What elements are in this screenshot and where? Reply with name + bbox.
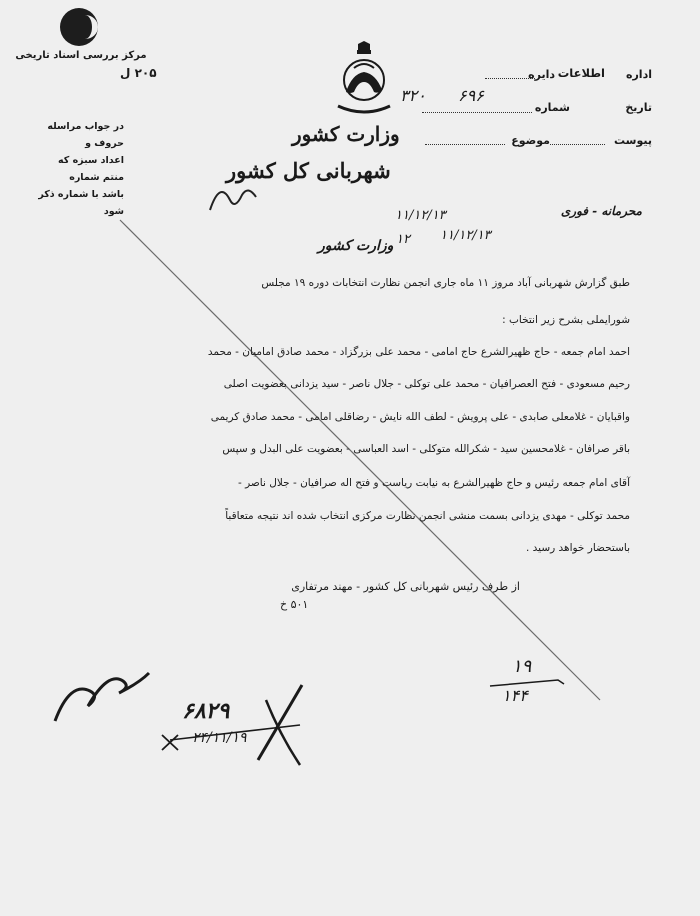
police-office-name: شهربانی کل کشور	[226, 158, 391, 183]
mozoo-field	[425, 144, 505, 145]
body-line: آقای امام جمعه رئیس و حاج ظهیرالشرع به نیابت ریاست و فتح اله صرافیان - جلال ناصر -	[237, 477, 630, 489]
reply-note-line: اعداد سبزه که منتم شماره	[57, 155, 124, 183]
registry-number: ۶۸۲۹	[182, 698, 230, 724]
ministry-name: وزارت کشور	[292, 122, 400, 146]
body-line: طبق گزارش شهربانی آباد مروز ۱۱ ماه جاری انجمن نظارت انتخابات دوره ۱۹ مجلس	[261, 277, 630, 289]
reply-note-line: باشد با شماره ذکر شود	[38, 189, 124, 217]
body-line: شورایملی بشرح زیر انتخاب :	[502, 314, 630, 326]
body-line: باقر صرافان - غلامحسین سید - شکرالله متوکلی - اسد العباسی - بعضویت علی البدل و سپس	[222, 443, 630, 455]
fraction-line	[488, 676, 568, 692]
body-line: باستحضار خواهد رسید .	[525, 542, 630, 554]
classification: محرمانه - فوری	[560, 204, 642, 218]
archive-logo-icon	[60, 8, 98, 46]
dayere-field	[485, 78, 535, 79]
number-label: شماره	[534, 101, 570, 114]
registry-date: ۲۴/۱۱/۱۹	[192, 730, 247, 746]
body-line: واقبایان - غلامعلی صابدی - علی پرویش - لطف الله نایش - رضاقلی امامی - محمد صادق کریمی	[210, 411, 630, 423]
reply-note-line: در جواب مراسله حروف و	[47, 121, 124, 149]
payvast-label: پیوست	[614, 134, 652, 147]
handwritten-initials	[205, 180, 265, 220]
mozoo-label: موضوع	[511, 134, 550, 147]
handwritten-signature	[50, 666, 160, 726]
archive-logo-text: مرکز بررسی اسناد تاریخی	[15, 50, 147, 61]
date-label: تاریخ	[625, 101, 652, 114]
handwritten-fraction-top: ۱۹	[512, 656, 532, 677]
handwritten-seq: ۱۲	[396, 232, 410, 247]
body-line: احمد امام جمعه - حاج ظهیرالشرع حاج امامی - محمد علی بزرگزاد - محمد صادق امامیان - محمد	[207, 346, 630, 358]
handwritten-date-2: ۱۱/۱۲/۱۳	[440, 228, 491, 243]
ref-number: ۲۰۵ ل	[120, 66, 157, 80]
handwritten-fraction-bottom: ۱۴۴	[502, 686, 528, 705]
handwritten-date-1: ۱۱/۱۲/۱۳	[395, 208, 446, 223]
addressee: وزارت کشور	[318, 238, 394, 254]
idare-value: اطلاعات	[557, 66, 605, 80]
body-line: محمد توکلی - مهدی یزدانی بسمت منشی انجمن نظارت مرکزی انتخاب شده اند نتیجه متعاقباً	[225, 510, 630, 522]
signature-line: از طرف رئیس شهربانی کل کشور - مهند مرتفاری	[291, 580, 520, 593]
dayere-label: دایره	[528, 68, 555, 81]
signature-code: ۵۰۱ خ	[280, 598, 309, 611]
reply-note	[34, 118, 124, 220]
body-line: رحیم مسعودی - فتح العصرافیان - محمد علی توکلی - جلال ناصر - سید یزدانی بعضویت اصلی	[223, 378, 630, 390]
idare-label: اداره	[625, 68, 652, 81]
number-field	[422, 112, 532, 113]
handwritten-number-2: ۶۹۶	[458, 86, 484, 105]
handwritten-number: ۳۲۰	[400, 86, 426, 105]
payvast-field	[550, 144, 605, 145]
registry-stamp-lines	[150, 680, 310, 770]
lion-sun-emblem-icon	[324, 40, 404, 120]
